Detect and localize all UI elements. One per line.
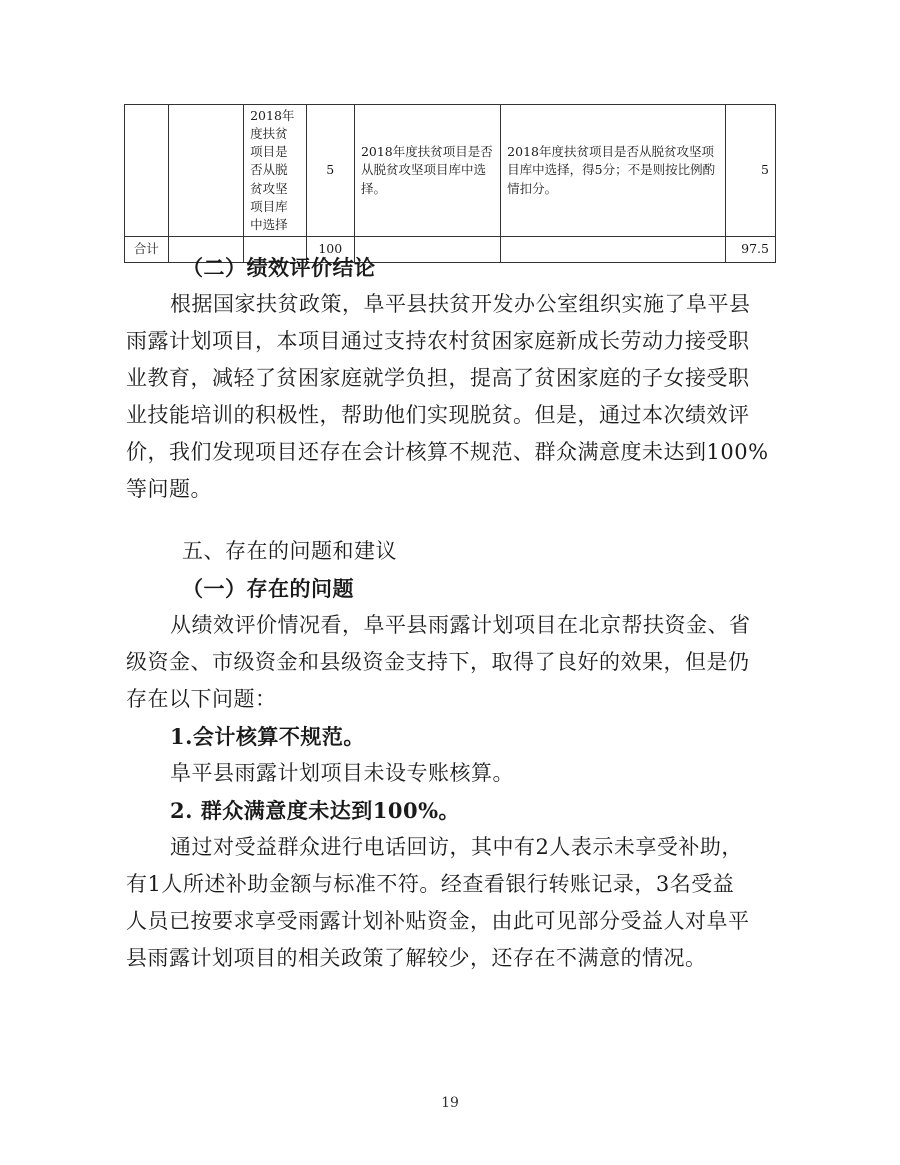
- conclusion-line: 业教育，减轻了贫困家庭就学负担，提高了贫困家庭的子女接受职: [126, 366, 750, 390]
- table-cell-total-score: 97.5: [726, 236, 776, 262]
- table-cell-weight: 5: [306, 105, 354, 237]
- problems-intro-line: 存在以下问题：: [126, 687, 277, 711]
- problems-section: [126, 533, 776, 977]
- issue-two-line: 通过对受益群众进行电话回访，其中有2人表示未享受补助，: [170, 835, 743, 859]
- problems-intro-line: 从绩效评价情况看，阜平县雨露计划项目在北京帮扶资金、省: [170, 613, 751, 637]
- issue-one-text: 阜平县雨露计划项目未设专账核算。: [170, 761, 514, 785]
- table-cell-empty: [168, 105, 243, 237]
- table-cell-empty: [125, 105, 169, 237]
- page-number: 19: [441, 1095, 459, 1111]
- table-cell-indicator: 2018年度扶贫项目是否从脱贫攻坚项目库中选择: [244, 105, 307, 237]
- conclusion-line: 价，我们发现项目还存在会计核算不规范、群众满意度未达到100%: [126, 440, 769, 464]
- conclusion-line: 根据国家扶贫政策，阜平县扶贫开发办公室组织实施了阜平县: [170, 292, 751, 316]
- issue-two-line: 有1人所述补助金额与标准不符。经查看银行转账记录，3名受益: [126, 872, 735, 896]
- conclusion-section: [126, 249, 776, 508]
- table-cell-content: 2018年度扶贫项目是否从脱贫攻坚项目库中选择。: [354, 105, 500, 237]
- table-cell-score: 5: [726, 105, 776, 237]
- issue-one-heading: 1.会计核算不规范。: [170, 724, 365, 749]
- table-cell-standard: 2018年度扶贫项目是否从脱贫攻坚项目库中选择，得5分；不是则按比例酌情扣分。: [501, 105, 726, 237]
- evaluation-table-grid: [124, 104, 776, 263]
- issue-two-line: 人员已按要求享受雨露计划补贴资金，由此可见部分受益人对阜平: [126, 909, 750, 933]
- issue-two-line: 县雨露计划项目的相关政策了解较少，还存在不满意的情况。: [126, 946, 707, 970]
- conclusion-heading: （二）绩效评价结论: [182, 255, 376, 280]
- conclusion-line: 雨露计划项目，本项目通过支持农村贫困家庭新成长劳动力接受职: [126, 329, 750, 353]
- evaluation-table: [124, 104, 776, 263]
- table-row: [125, 105, 776, 237]
- problems-intro-line: 级资金、市级资金和县级资金支持下，取得了良好的效果，但是仍: [126, 650, 750, 674]
- section-five-heading: 五、存在的问题和建议: [182, 539, 397, 563]
- conclusion-line: 等问题。: [126, 477, 212, 501]
- conclusion-line: 业技能培训的积极性，帮助他们实现脱贫。但是，通过本次绩效评: [126, 403, 750, 427]
- table-cell-total-label: 合计: [125, 236, 169, 262]
- table-cell-total-weight: 100: [306, 236, 354, 262]
- issue-two-heading: 2. 群众满意度未达到100%。: [170, 798, 461, 823]
- problems-subheading: （一）存在的问题: [182, 576, 354, 601]
